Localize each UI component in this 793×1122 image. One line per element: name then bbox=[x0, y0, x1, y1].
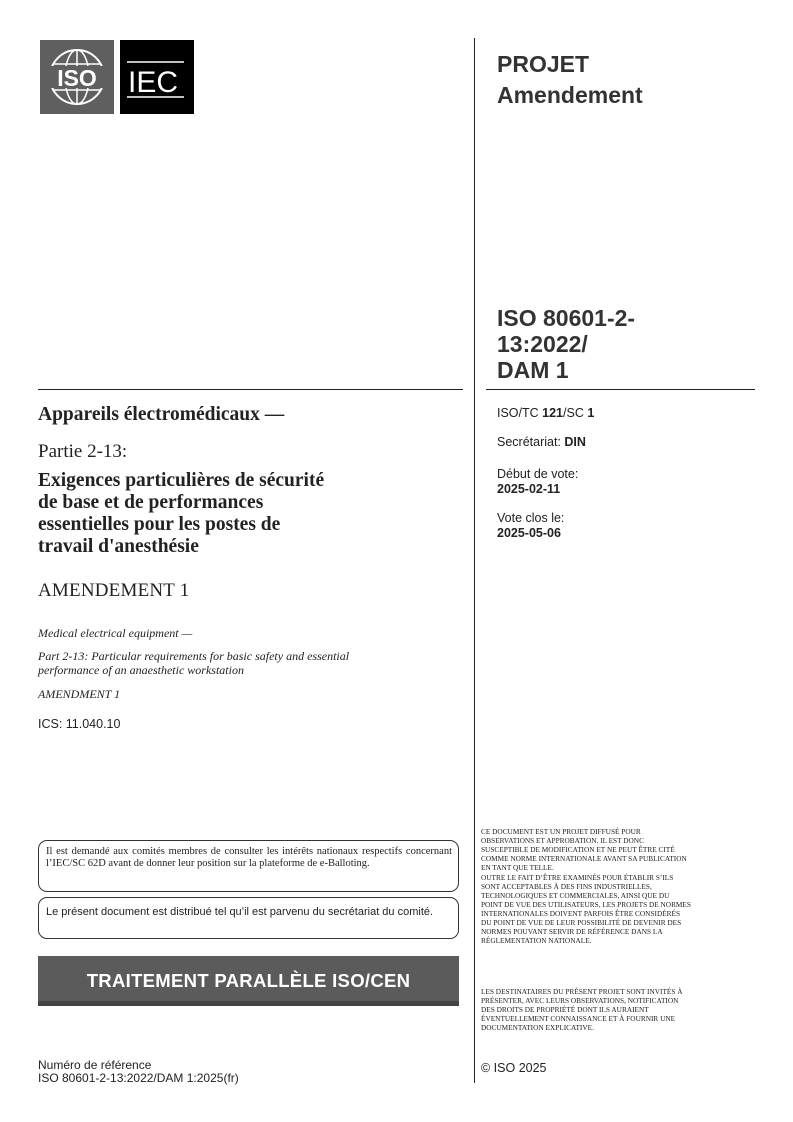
secretariat: Secrétariat: DIN bbox=[497, 435, 586, 449]
committee: ISO/TC 121/SC 1 bbox=[497, 406, 595, 420]
amendment-label: AMENDEMENT 1 bbox=[38, 580, 190, 601]
disclaimer-paragraph-2: OUTRE LE FAIT D’ÊTRE EXAMINÉS POUR ÉTABLIR S’ILS SONT ACCEPTABLES À DES FINS INDUSTRIELLES, TECHNOLOGIQUES ET COMMERCIALES, AINSI QUE DU POINT DE VUE DES UTILISATEURS, LES PROJETS DE NORMES INTERNATIONALES DOIVENT PARFOIS ÊTRE CONSIDÉRÉS DU POINT DE VUE DE LEUR POSSIBILITÉ DE DEVENIR DES NORMES POUVANT SERVIR DE RÉFÉRENCE DANS LA RÉGLEMENTATION NATIONALE. bbox=[481, 873, 691, 945]
vertical-divider bbox=[474, 38, 475, 1083]
subtitle-line-2: de base et de performances bbox=[38, 492, 264, 513]
notice-text: Il est demandé aux comités membres de consulter les intérêts nationaux respectifs concernant l’IEC/SC 62D avant de donner leur position sur la plateforme de e-Balloting. bbox=[46, 846, 452, 869]
vote-start-date: 2025-02-11 bbox=[497, 482, 561, 496]
reference-label: Numéro de référence bbox=[38, 1058, 152, 1072]
subtitle-line-1: Exigences particulières de sécurité bbox=[38, 470, 325, 491]
reference-line-3: DAM 1 bbox=[497, 357, 569, 383]
banner-text: TRAITEMENT PARALLÈLE ISO/CEN bbox=[86, 970, 411, 991]
left-horizontal-divider bbox=[38, 389, 463, 390]
english-part-line-2: performance of an anaesthetic workstation bbox=[38, 663, 244, 677]
ics-code: ICS: 11.040.10 bbox=[38, 717, 121, 731]
iso-logo-text: ISO bbox=[57, 65, 97, 91]
right-horizontal-divider bbox=[486, 389, 755, 390]
iso-logo bbox=[40, 40, 114, 114]
vote-start-label: Début de vote: bbox=[497, 467, 579, 481]
iso-globe-icon bbox=[40, 40, 114, 114]
english-part-line-1: Part 2-13: Particular requirements for basic safety and essential bbox=[38, 649, 350, 663]
subtitle-line-4: travail d'anesthésie bbox=[38, 536, 199, 557]
part-label: Partie 2-13: bbox=[38, 441, 128, 462]
main-title: Appareils électromédicaux — bbox=[38, 404, 285, 425]
reference-number: ISO 80601-2-13:2022/DAM 1:2025(fr) bbox=[38, 1071, 239, 1085]
disclaimer-paragraph-3: LES DESTINATAIRES DU PRÉSENT PROJET SONT INVITÉS À PRÉSENTER, AVEC LEURS OBSERVATIONS, NOTIFICATION DES DROITS DE PROPRIÉTÉ DONT ILS AURAIENT ÉVENTUELLEMENT CONNAISSANCE ET À FOURNIR UNE DOCUMENTATION EXPLICATIVE. bbox=[481, 987, 683, 1032]
vote-end-date: 2025-05-06 bbox=[497, 526, 561, 540]
parallel-processing-banner bbox=[38, 956, 459, 1006]
english-amendment: AMENDMENT 1 bbox=[38, 687, 121, 701]
reference-line-1: ISO 80601-2- bbox=[497, 305, 636, 331]
disclaimer-paragraph-1: CE DOCUMENT EST UN PROJET DIFFUSÉ POUR OBSERVATIONS ET APPROBATION. IL EST DONC SUSCEPTIBLE DE MODIFICATION ET NE PEUT ÊTRE CITÉ COMME NORME INTERNATIONALE AVANT SA PUBLICATION EN TANT QUE TELLE. bbox=[481, 827, 687, 872]
iec-logo-text: IEC bbox=[128, 66, 179, 99]
document-type: Amendement bbox=[497, 82, 643, 108]
iec-logo bbox=[120, 40, 194, 114]
reference-line-2: 13:2022/ bbox=[497, 331, 588, 357]
copyright: © ISO 2025 bbox=[481, 1061, 547, 1075]
english-main-title: Medical electrical equipment — bbox=[38, 626, 193, 640]
distribution-text: Le présent document est distribué tel qu’il est parvenu du secrétariat du comité. bbox=[46, 906, 434, 918]
document-stage: PROJET bbox=[497, 51, 590, 77]
vote-end-label: Vote clos le: bbox=[497, 511, 565, 525]
subtitle-line-3: essentielles pour les postes de bbox=[38, 514, 281, 535]
